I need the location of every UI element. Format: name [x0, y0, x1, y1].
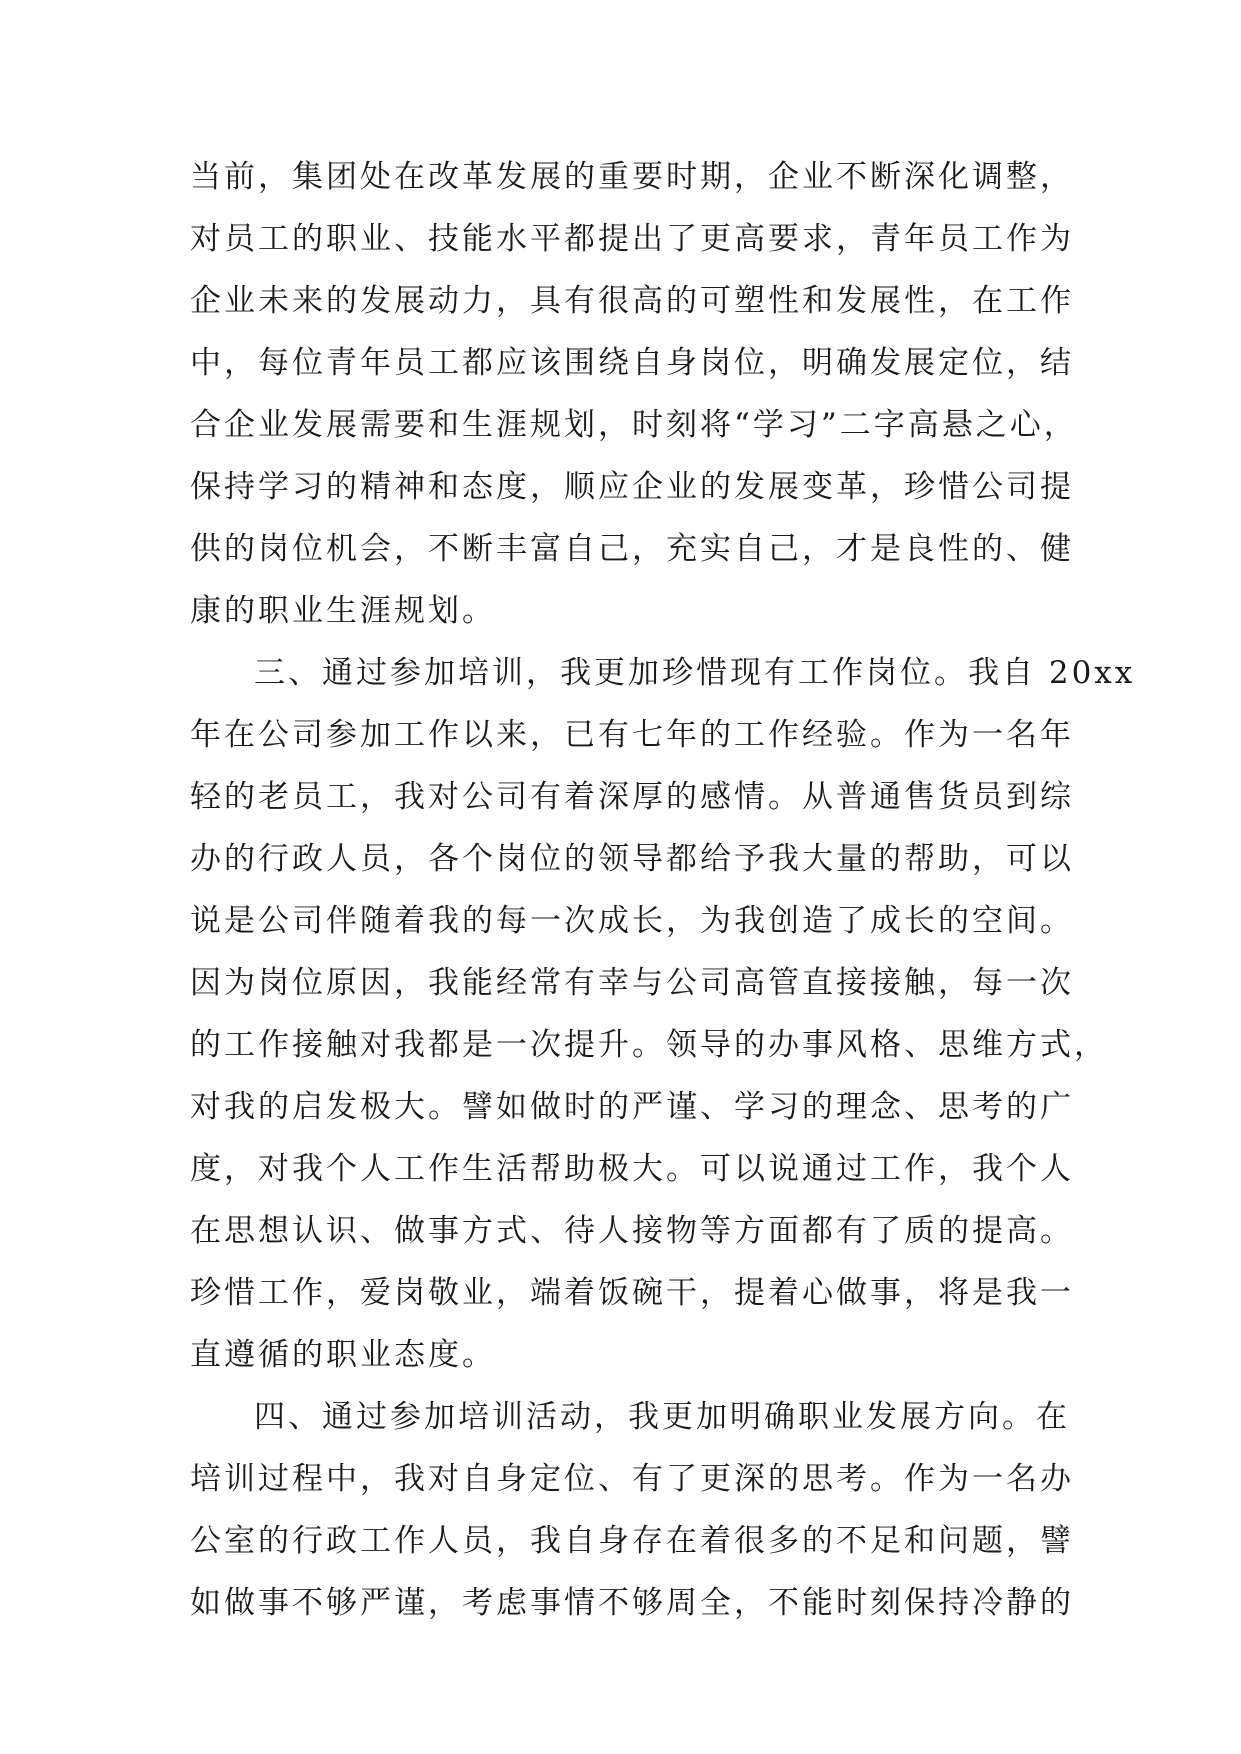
paragraph-line: 因为岗位原因，我能经常有幸与公司高管直接接触，每一次	[190, 965, 1074, 1001]
paragraph-line: 四、通过参加培训活动，我更加明确职业发展方向。在	[254, 1399, 1070, 1435]
paragraph-line: 如做事不够严谨，考虑事情不够周全，不能时刻保持冷静的	[190, 1585, 1074, 1621]
paragraph-line: 办的行政人员，各个岗位的领导都给予我大量的帮助，可以	[190, 841, 1074, 877]
paragraph-line: 中，每位青年员工都应该围绕自身岗位，明确发展定位，结	[190, 345, 1074, 381]
paragraph-line: 年在公司参加工作以来，已有七年的工作经验。作为一名年	[190, 717, 1074, 753]
paragraph-line: 当前，集团处在改革发展的重要时期，企业不断深化调整，	[190, 159, 1074, 195]
paragraph-line: 培训过程中，我对自身定位、有了更深的思考。作为一名办	[190, 1461, 1074, 1497]
paragraph-line: 度，对我个人工作生活帮助极大。可以说通过工作，我个人	[190, 1151, 1074, 1187]
paragraph-line: 在思想认识、做事方式、待人接物等方面都有了质的提高。	[190, 1213, 1074, 1249]
paragraph-2	[190, 642, 1136, 1386]
paragraph-line: 公室的行政工作人员，我自身存在着很多的不足和问题，譬	[190, 1523, 1074, 1559]
paragraph-line: 轻的老员工，我对公司有着深厚的感情。从普通售货员到综	[190, 779, 1074, 815]
paragraph-line: 合企业发展需要和生涯规划，时刻将“学习”二字高悬之心，	[190, 407, 1078, 443]
paragraph-3	[190, 1386, 1074, 1634]
paragraph-line: 珍惜工作，爱岗敬业，端着饭碗干，提着心做事，将是我一	[190, 1275, 1074, 1311]
paragraph-line: 的工作接触对我都是一次提升。领导的办事风格、思维方式，	[190, 1027, 1108, 1063]
paragraph-line: 企业未来的发展动力，具有很高的可塑性和发展性，在工作	[190, 283, 1074, 319]
paragraph-line: 说是公司伴随着我的每一次成长，为我创造了成长的空间。	[190, 903, 1074, 939]
paragraph-line: 康的职业生涯规划。	[190, 593, 496, 629]
paragraph-line: 保持学习的精神和态度，顺应企业的发展变革，珍惜公司提	[190, 469, 1074, 505]
paragraph-1	[190, 146, 1078, 642]
paragraph-line: 对员工的职业、技能水平都提出了更高要求，青年员工作为	[190, 221, 1074, 257]
paragraph-line: 三、通过参加培训，我更加珍惜现有工作岗位。我自 20xx	[254, 655, 1136, 691]
paragraph-line: 直遵循的职业态度。	[190, 1337, 496, 1373]
paragraph-line: 对我的启发极大。譬如做时的严谨、学习的理念、思考的广	[190, 1089, 1074, 1125]
paragraph-line: 供的岗位机会，不断丰富自己，充实自己，才是良性的、健	[190, 531, 1074, 567]
